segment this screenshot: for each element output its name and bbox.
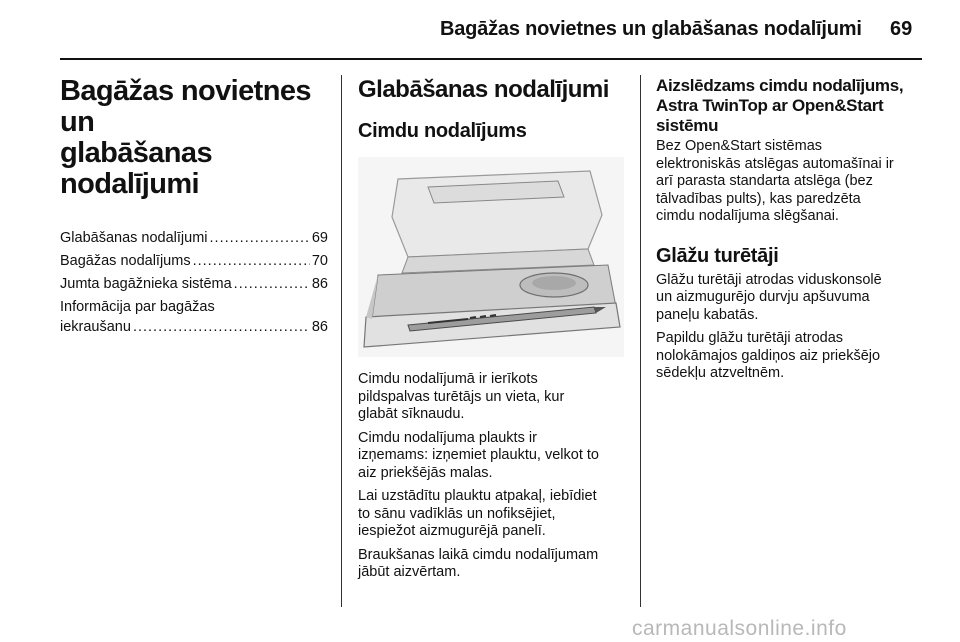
toc-entry[interactable]: Glabāšanas nodalījumi ..... 69 <box>60 228 328 248</box>
column-divider-right <box>640 75 641 607</box>
subsection-title: Cimdu nodalījums <box>358 120 527 142</box>
glove-compartment-column <box>358 76 628 588</box>
running-header-title: Bagāžas novietnes un glabāšanas nodalījumi <box>440 18 862 40</box>
lockable-compartment-title: Aizslēdzams cimdu nodalījums, Astra TwinTop ar Open&Start sistēmu <box>656 76 904 135</box>
paragraph: Cimdu nodalījumā ir ierīkots pildspalvas turētājs un vieta, kur glabāt sīknaudu. <box>358 371 565 422</box>
paragraph: Papildu glāžu turētāji atrodas nolokāmajos galdiņos aiz priekšējo sēdekļu atzveltnēm. <box>656 330 881 381</box>
cupholders-title: Glāžu turētāji <box>656 244 779 267</box>
page-number: 69 <box>890 18 913 40</box>
section-title: Glabāšanas nodalījumi <box>358 76 609 103</box>
chapter-column <box>60 76 328 340</box>
lockable-compartment-column <box>656 76 932 389</box>
paragraph: Lai uzstādītu plauktu atpakaļ, iebīdiet to sānu vadīklās un nofiksējiet, iespiežot aizmugurējā panelī. <box>358 488 597 539</box>
header-rule <box>60 58 922 60</box>
toc-entry[interactable]: Informācija par bagāžas iekraušanu ..... 86 <box>60 297 328 337</box>
paragraph: Braukšanas laikā cimdu nodalījumam jābūt aizvērtam. <box>358 546 599 580</box>
toc-entry[interactable]: Bagāžas nodalījums ..... 70 <box>60 251 328 271</box>
chapter-title: Bagāžas novietnes un glabāšanas nodalījumi <box>60 75 311 200</box>
column-divider-left <box>341 75 342 607</box>
toc-entry[interactable]: Jumta bagāžnieka sistēma ..... 86 <box>60 274 328 294</box>
watermark: carmanualsonline.info <box>632 617 847 640</box>
glove-compartment-illustration <box>358 157 624 357</box>
table-of-contents <box>60 228 328 337</box>
paragraph: Glāžu turētāji atrodas viduskonsolē un aizmugurējo durvju apšuvuma paneļu kabatās. <box>656 271 882 323</box>
paragraph: Bez Open&Start sistēmas elektroniskās atslēgas automašīnai ir arī parasta standarta atslēga (bez tālvadības pults), kas paredzēta cimdu nodalījuma slēgšanai. <box>656 138 894 224</box>
paragraph: Cimdu nodalījuma plaukts ir izņemams: izņemiet plauktu, velkot to aiz priekšējās malas. <box>358 429 599 481</box>
